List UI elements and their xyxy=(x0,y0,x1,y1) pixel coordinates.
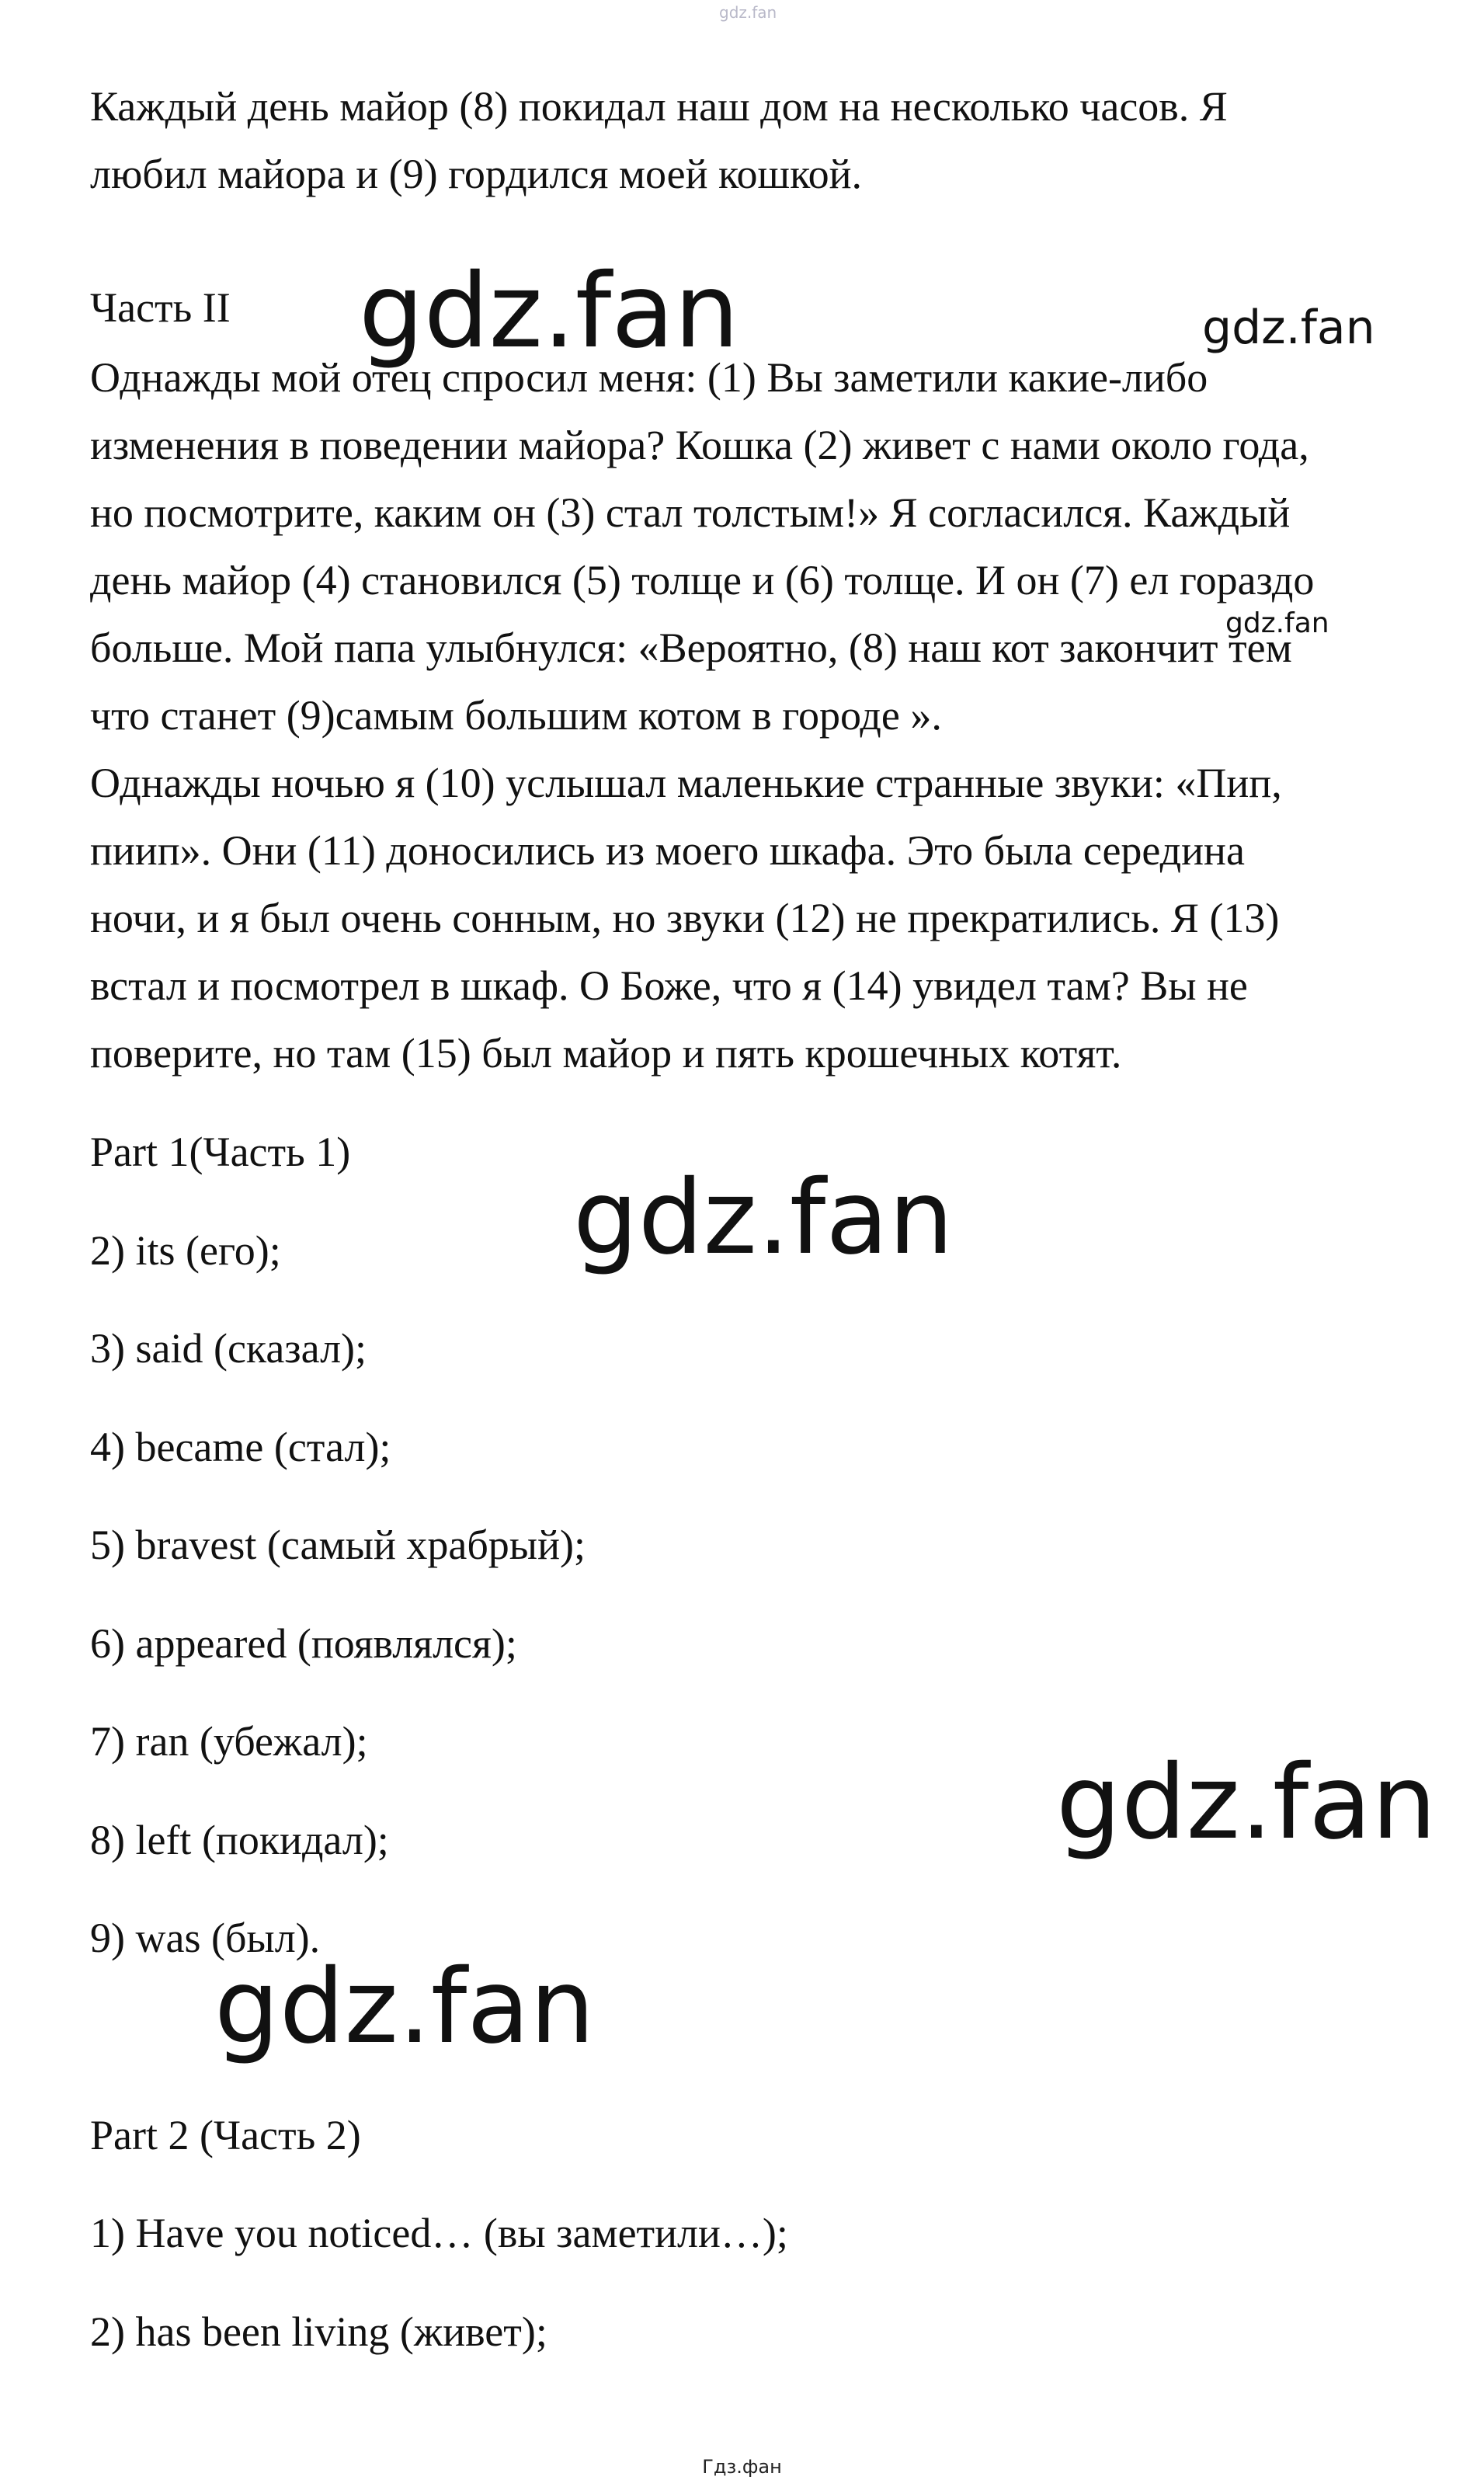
paragraph2-line-6: что станет (9)самым большим котом в городе ». xyxy=(90,692,942,739)
paragraph3-line-2: пиип». Они (11) доносились из моего шкафа. Это была середина xyxy=(90,827,1245,874)
answer-part2-item-1: 1) Have you noticed… (вы заметили…); xyxy=(90,2210,788,2256)
paragraph2-line-2: изменения в поведении майора? Кошка (2) живет с нами около года, xyxy=(90,422,1309,468)
answers-part2-heading: Part 2 (Часть 2) xyxy=(90,2112,361,2158)
paragraph1-line-1: Каждый день майор (8) покидал наш дом на несколько часов. Я xyxy=(90,83,1228,130)
answer-part1-item-8: 9) was (был). xyxy=(90,1915,321,1961)
paragraph1-line-2: любил майора и (9) гордился моей кошкой. xyxy=(90,151,862,197)
answer-part1-item-3: 4) became (стал); xyxy=(90,1424,391,1470)
paragraph3-line-3: ночи, и я был очень сонным, но звуки (12) не прекратились. Я (13) xyxy=(90,895,1280,941)
paragraph2-line-1: Однажды мой отец спросил меня: (1) Вы заметили какие-либо xyxy=(90,354,1208,401)
watermark-2: gdz.fan xyxy=(1202,301,1375,355)
watermark-4: gdz.fan xyxy=(573,1158,954,1278)
part2-heading: Часть II xyxy=(90,284,231,331)
answer-part1-item-6: 7) ran (убежал); xyxy=(90,1718,368,1765)
watermark-1: gdz.fan xyxy=(359,252,739,371)
watermark-6: gdz.fan xyxy=(214,1947,595,2067)
paragraph3-line-4: встал и посмотрел в шкаф. О Боже, что я (14) увидел там? Вы не xyxy=(90,962,1248,1009)
paragraph2-line-5: больше. Мой папа улыбнулся: «Вероятно, (8) наш кот закончит тем xyxy=(90,624,1292,671)
header-watermark: gdz.fan xyxy=(719,3,777,22)
paragraph3-line-5: поверите, но там (15) был майор и пять крошечных котят. xyxy=(90,1030,1122,1077)
answer-part1-item-4: 5) bravest (самый храбрый); xyxy=(90,1522,586,1568)
footer-text: Гдз.фан xyxy=(702,2456,782,2478)
paragraph2-line-4: день майор (4) становился (5) толще и (6) толще. И он (7) ел гораздо xyxy=(90,557,1315,603)
answer-part1-item-1: 2) its (его); xyxy=(90,1227,281,1274)
answer-part1-item-2: 3) said (сказал); xyxy=(90,1325,367,1372)
answer-part1-item-7: 8) left (покидал); xyxy=(90,1817,389,1863)
paragraph3-line-1: Однажды ночью я (10) услышал маленькие странные звуки: «Пип, xyxy=(90,760,1282,806)
answer-part1-item-5: 6) appeared (появлялся); xyxy=(90,1620,517,1667)
answer-part2-item-2: 2) has been living (живет); xyxy=(90,2308,547,2355)
watermark-5: gdz.fan xyxy=(1056,1743,1437,1863)
paragraph2-line-3: но посмотрите, каким он (3) стал толстым!» Я согласился. Каждый xyxy=(90,489,1291,536)
watermark-3: gdz.fan xyxy=(1225,607,1329,639)
answers-part1-heading: Part 1(Часть 1) xyxy=(90,1129,351,1175)
